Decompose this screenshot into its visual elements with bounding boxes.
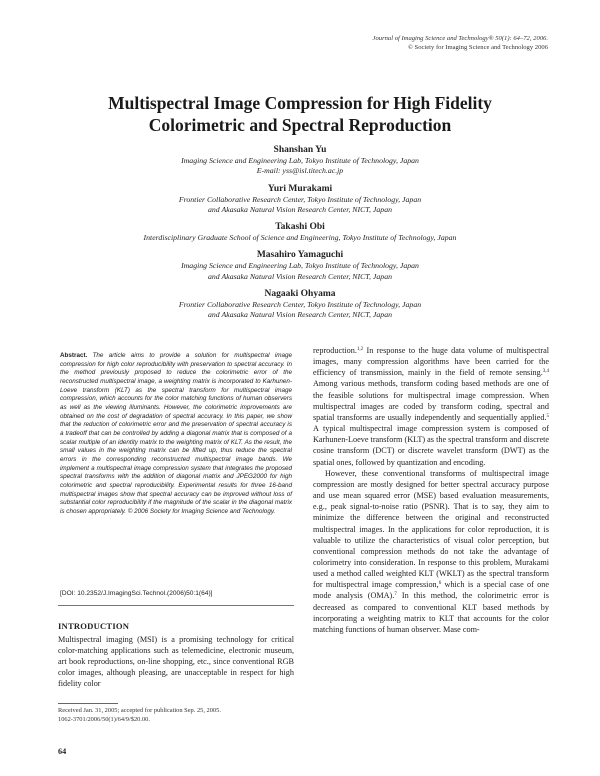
text-run: which is a special case of one mode analysis (OMA).	[313, 580, 549, 601]
citation[interactable]: 3,4	[542, 369, 549, 375]
received-date: Received Jan. 31, 2005; accepted for publication Sep. 25, 2005.	[58, 707, 221, 714]
author-affiliation: Frontier Collaborative Research Center, Tokyo Institute of Technology, Japan	[178, 300, 422, 310]
abstract-text: The article aims to provide a solution for multispectral image compression for high color reproducibility with preservation to spectral accuracy. In the method previously proposed to reduce the colorimetric error of the reconstructed multispectral image, a weighting matrix is incorporated to Karhunen-Loeve transform (KLT) as the spectral transform for multispectral image compression, which accounts for the color matching functions of human observers as well as the viewing illuminants. However, the colorimetric improvements are obtained on the cost of degradation of spectral accuracy. In this paper, we show that the reduction of colorimetric error and the preservation of spectral accuracy is a tradeoff that can be controlled by adding a diagonal matrix that is composed of a scalar multiple of an identity matrix to the weighting matrix of KLT. As the result, the small values in the weighting matrix can be lifted up, thus reduce the spectral errors in the corresponding reconstructed multispectral image bands. We implement a multispectral image compression system that integrates the proposed spectral transforms with the addition of diagonal matrix and JPEG2000 for high colorimetric and spectral reproducibility. Experimental results for three 16-band multispectral images show that spectral accuracy can be improved without loss of substantial color reproducibility if the magnitude of the scalar in the diagonal matrix is chosen appropriately. © 2006 Society for Imaging Science and Technology.	[60, 352, 292, 515]
journal-copyright: © Society for Imaging Science and Technology 2006	[407, 44, 548, 51]
right-column	[313, 345, 549, 635]
author-name: Shanshan Yu	[273, 145, 327, 155]
author-block	[40, 288, 560, 321]
text-run: Among various methods, transform coding based methods are one of the feasible solutions for multispectral image compression. When multispectral images are coded by transform coding, spectral and spatial transforms are usually independently and sequentially applied.	[313, 379, 549, 422]
section-divider	[58, 605, 294, 606]
text-run: In response to the huge data volume of multispectral images, many compression algorithms have been carried for the efficiency of transmission, mainly in the field of remote sensing.	[313, 346, 549, 378]
title-line-1: Multispectral Image Compression for High Fidelity	[108, 93, 492, 113]
author-email: E-mail: yss@isl.titech.ac.jp	[256, 166, 344, 176]
author-affiliation-2: and Akasaka Natural Vision Research Center, NICT, Japan	[207, 204, 392, 214]
abstract	[60, 352, 292, 516]
paragraph	[313, 468, 549, 635]
author-affiliation: Interdisciplinary Graduate School of Science and Engineering, Tokyo Institute of Technology, Japan	[143, 233, 457, 243]
citation[interactable]: 6	[438, 581, 442, 587]
author-name: Nagaaki Ohyama	[264, 289, 336, 300]
author-affiliation: Imaging Science and Engineering Lab, Tokyo Institute of Technology, Japan	[181, 156, 419, 165]
abstract-label: Abstract.	[60, 352, 88, 359]
paragraph	[313, 345, 549, 468]
author-affiliation: Frontier Collaborative Research Center, Tokyo Institute of Technology, Japan	[178, 194, 422, 204]
footnote-divider	[58, 703, 118, 704]
intro-heading: INTRODUCTION	[58, 621, 130, 631]
author-block	[40, 221, 560, 243]
title-line-2: Colorimetric and Spectral Reproduction	[148, 115, 452, 135]
author-affiliation: Imaging Science and Engineering Lab, Tokyo Institute of Technology, Japan	[181, 261, 419, 271]
paper-title	[40, 92, 560, 136]
citation[interactable]: 7	[394, 592, 397, 598]
author-name: Masahiro Yamaguchi	[256, 250, 344, 261]
author-name: Takashi Obi	[275, 222, 325, 233]
article-code: 1062-3701/2006/50(1)/64/9/$20.00.	[58, 716, 150, 723]
author-block	[40, 144, 560, 177]
journal-citation: Journal of Imaging Science and Technology® 50(1): 64–72, 2006.	[372, 35, 548, 42]
citation[interactable]: 1,2	[356, 347, 364, 352]
text-run: reproduction.	[313, 346, 357, 355]
author-block	[40, 183, 560, 216]
text-run: However, these conventional transforms of multispectral image compression are mostly designed for better spectral accuracy purpose and use mean squared error (MSE) based evaluation measurements, e.g., peak signal-to-noise ratio (PSNR). That is to say, they aim to minimize the difference between the original and reconstructed multispectral images. In the applications for color reproduction, it is valuable to utilize the characteristics of visual color perception, but conventional compression methods do not take the advantage of colorimetry into consideration. In response to this problem, Murakami used a method called weighted KLT (WKLT) as the spectral transform for multispectral image compression,	[313, 468, 549, 590]
text-run: In this method, the colorimetric error is decreased as compared to conventional KLT based methods by incorporating a weighting matrix to KLT that accounts for the color matching functions of human observer. Mase com-	[313, 591, 549, 634]
page-number: 64	[58, 747, 67, 756]
footnote	[58, 706, 298, 724]
author-affiliation-2: and Akasaka Natural Vision Research Center, NICT, Japan	[207, 310, 392, 320]
citation[interactable]: 5	[546, 413, 549, 419]
author-list	[40, 144, 560, 327]
author-affiliation-2: and Akasaka Natural Vision Research Center, NICT, Japan	[207, 271, 392, 281]
author-name: Yuri Murakami	[267, 183, 333, 194]
intro-text: Multispectral imaging (MSI) is a promising technology for critical color-matching applications such as telemedicine, electronic museum, art book reproductions, on-line shopping, etc., since conventional RGB color images, although pleasing, are unacceptable in respect for high fidelity color	[58, 635, 294, 689]
journal-header	[373, 34, 548, 52]
doi-link[interactable]: [DOI: 10.2352/J.ImagingSci.Technol.(2006)50:1(64)]	[60, 590, 213, 597]
text-run: A typical multispectral image compression system is composed of Karhunen-Loeve transform (KLT) as the spectral transform and discrete cosine transform (DCT) or discrete wavelet transform (DWT) as the spatial ones, followed by quantization and encoding.	[313, 424, 549, 467]
author-block	[40, 249, 560, 282]
